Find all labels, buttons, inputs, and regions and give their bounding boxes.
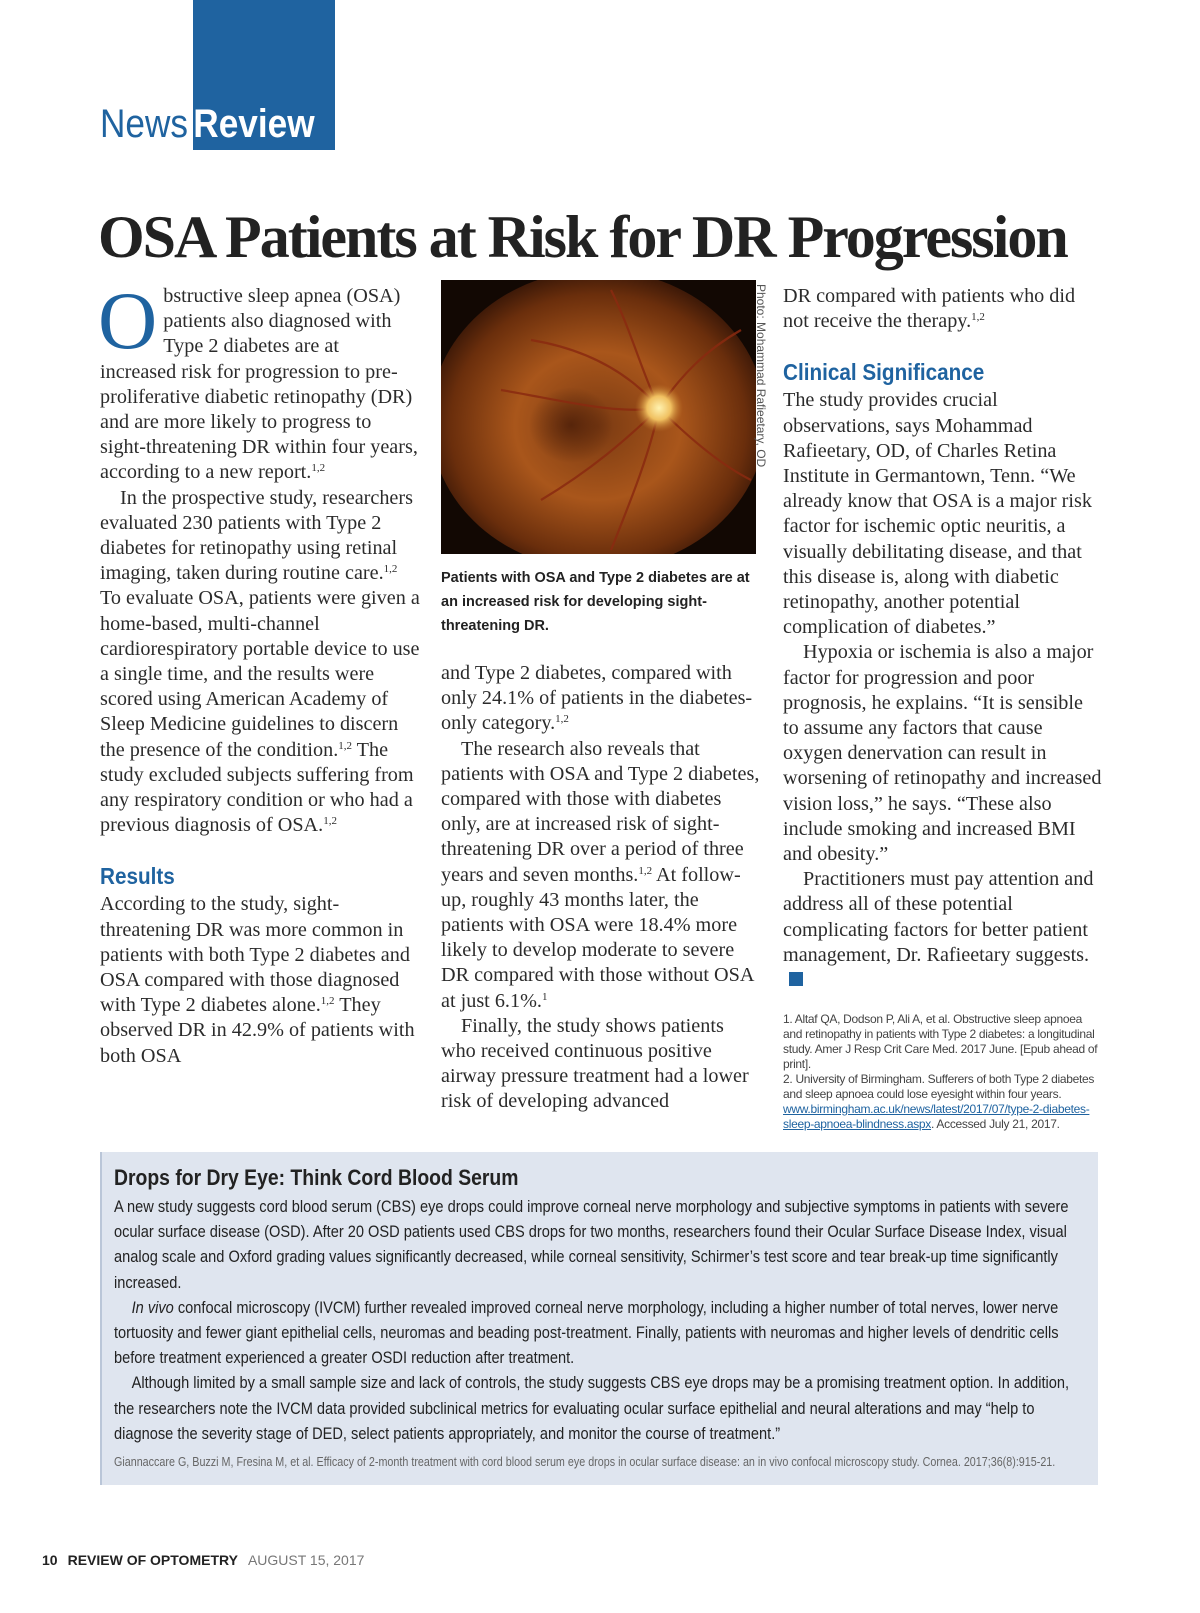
photo-credit: Photo: Mohammad Rafieetary, OD [754,284,768,468]
end-of-article-mark [789,972,803,986]
comparison-text: and Type 2 diabetes, compared with only 24.1% of patients in the diabetes-only category. [441,662,753,735]
sidebar-citation: Giannaccare G, Buzzi M, Fresina M, et al. Efficacy of 2-month treatment with cord blood serum eye drops in ocular surface disease: an in vivo confocal microscopy study. Cornea. 2017;36(8):915-21. [114,1455,1056,1469]
citation-marker: 1,2 [323,815,337,828]
retina-image [441,280,756,554]
fundus-photo [441,280,756,554]
study-text-a: In the prospective study, researchers evaluated 230 patients with Type 2 diabetes for retinopathy using retinal imaging, taken during routine care. [100,486,413,585]
article-paragraph-results [100,892,420,1068]
reference-2 [783,1072,1098,1132]
section-label-news: News [100,102,189,146]
page-number: 10 [42,1552,58,1568]
article-paragraph-clinical: The study provides crucial observations, says Mohammad Rafieetary, OD, of Charles Retina Institute in Germantown, Tenn. “We already know that OSA is a major risk factor for ischemic optic neuritis, a visually debilitating disease, and that this disease is, along with diabetic retinopathy, another potential complication of diabetes.” [783,389,1092,639]
article-paragraph-study [100,486,420,839]
article-paragraph-intro [98,275,420,486]
sidebar-italic-term: In vivo [131,1297,174,1317]
article-paragraph-comparison [441,661,761,737]
sidebar-paragraph-2 [114,1295,1073,1371]
photo-caption: Patients with OSA and Type 2 diabetes are at an increased risk for developing sight-threatening DR. [441,570,750,634]
article-paragraph-hypoxia: Hypoxia or ischemia is also a major factor for progression and poor prognosis, he explains. “It is sensible to assume any factors that cause oxygen denervation can result in worsening of retinopathy and increased vision loss,” he says. “These also include smoking and increased BMI and obesity.” [783,641,1102,866]
reference-2-text: 2. University of Birmingham. Sufferers of both Type 2 diabetes and sleep apnoea could lose eyesight within four years. [783,1072,1095,1101]
citation-marker: 1,2 [320,995,335,1008]
article-paragraph-research [441,737,761,1014]
citation-marker: 1,2 [338,739,352,752]
page-footer [42,1552,364,1568]
sidebar-body [114,1194,1073,1446]
drop-cap: O [98,275,158,366]
study-text-c: The study excluded subjects suffering from any respiratory condition or who had a previous diagnosis of OSA. [100,738,414,837]
sidebar-box [100,1152,1098,1485]
article-column-left [98,275,420,1069]
therapy-text: DR compared with patients who did not receive the therapy. [783,285,1076,333]
sidebar-paragraph-1: A new study suggests cord blood serum (CBS) eye drops could improve corneal nerve morphology and subjective symptoms in patients with severe ocular surface disease (OSD). After 20 OSD patients used CBS drops for two months, researchers found their Ocular Surface Disease Index, visual analog scale and Oxford grading values significantly decreased, while corneal sensitivity, Schirmer’s test score and tear break-up time significantly increased. [114,1197,1069,1292]
research-text-b: At follow-up, roughly 43 months later, the patients with OSA were 18.4% more likely to develop moderate to severe DR compared with those without OSA at just 6.1%. [441,863,754,1012]
publication-name: REVIEW OF OPTOMETRY [67,1552,238,1568]
references [783,1012,1098,1132]
citation-marker: 1,2 [383,563,398,576]
study-text-b: To evaluate OSA, patients were given a home-based, multi-channel cardiorespiratory portable device to use a single time, and the results were scored using American Academy of Sleep Medicine guidelines to discern the presence of the condition. [100,587,420,761]
section-label [100,98,315,150]
citation-marker: 1 [541,990,548,1003]
article-paragraph-practitioners [783,867,1103,993]
results-text-a: According to the study, sight-threatening DR was more common in patients with both Type 2 diabetes and OSA compared with those diagnosed with Type 2 diabetes alone. [100,893,410,1017]
citation-marker: 1,2 [638,864,653,877]
intro-text: bstructive sleep apnea (OSA) patients also diagnosed with Type 2 diabetes are at increased risk for progression to pre-proliferative diabetic retinopathy (DR) and are more likely to progress to sight-threatening DR within four years, according to a new report. [100,285,418,484]
article-headline: OSA Patients at Risk for DR Progression [98,204,1067,270]
article-column-middle [441,661,761,1115]
reference-1: 1. Altaf QA, Dodson P, Ali A, et al. Obstructive sleep apnoea and retinopathy in patients with Type 2 diabetes: a longitudinal study. Amer J Resp Crit Care Med. 2017 June. [Epub ahead of print]. [783,1012,1098,1071]
issue-date: AUGUST 15, 2017 [247,1552,365,1568]
practitioners-text: Practitioners must pay attention and address all of these potential complicating factors for better patient management, Dr. Rafieetary suggests. [783,868,1094,966]
results-text-b: They observed DR in 42.9% of patients with both OSA [100,994,415,1067]
section-label-review: Review [193,102,315,146]
article-column-right [783,284,1103,993]
sidebar-title: Drops for Dry Eye: Think Cord Blood Serum [114,1165,519,1190]
sidebar-paragraph-3: Although limited by a small sample size and lack of controls, the study suggests CBS eye drops may be a promising treatment option. In addition, the researchers note the IVCM data provided subclinical metrics for evaluating ocular surface epithelial and neural alterations and may “help to diagnose the severity stage of DED, select patients appropriately, and monitor the course of treatment.” [114,1373,1070,1443]
research-text-a: The research also reveals that patients with OSA and Type 2 diabetes, compared with those with diabetes only, are at increased risk of sight-threatening DR over a period of three years and seven months. [441,737,760,886]
results-heading: Results [100,863,175,890]
reference-2-accessed: . Accessed July 21, 2017. [931,1117,1060,1131]
citation-marker: 1,2 [971,311,985,324]
article-paragraph-cpap: Finally, the study shows patients who received continuous positive airway pressure treatment had a lower risk of developing advanced [441,1014,749,1113]
clinical-significance-heading: Clinical Significance [783,359,985,386]
citation-marker: 1,2 [555,713,569,726]
article-paragraph-therapy [783,284,1103,334]
sidebar-paragraph-2-text: confocal microscopy (IVCM) further revealed improved corneal nerve morphology, including a higher number of total nerves, lower nerve tortuosity and fewer giant epithelial cells, neuromas and beading post-treatment. Finally, patients with neuromas and higher levels of dendritic cells before treatment experienced a greater OSDI reduction after treatment. [114,1297,1059,1368]
reference-2-link[interactable]: www.birmingham.ac.uk/news/latest/2017/07/type-2-diabetes-sleep-apnoea-blindness.aspx [783,1102,1090,1131]
citation-marker: 1,2 [311,462,326,475]
